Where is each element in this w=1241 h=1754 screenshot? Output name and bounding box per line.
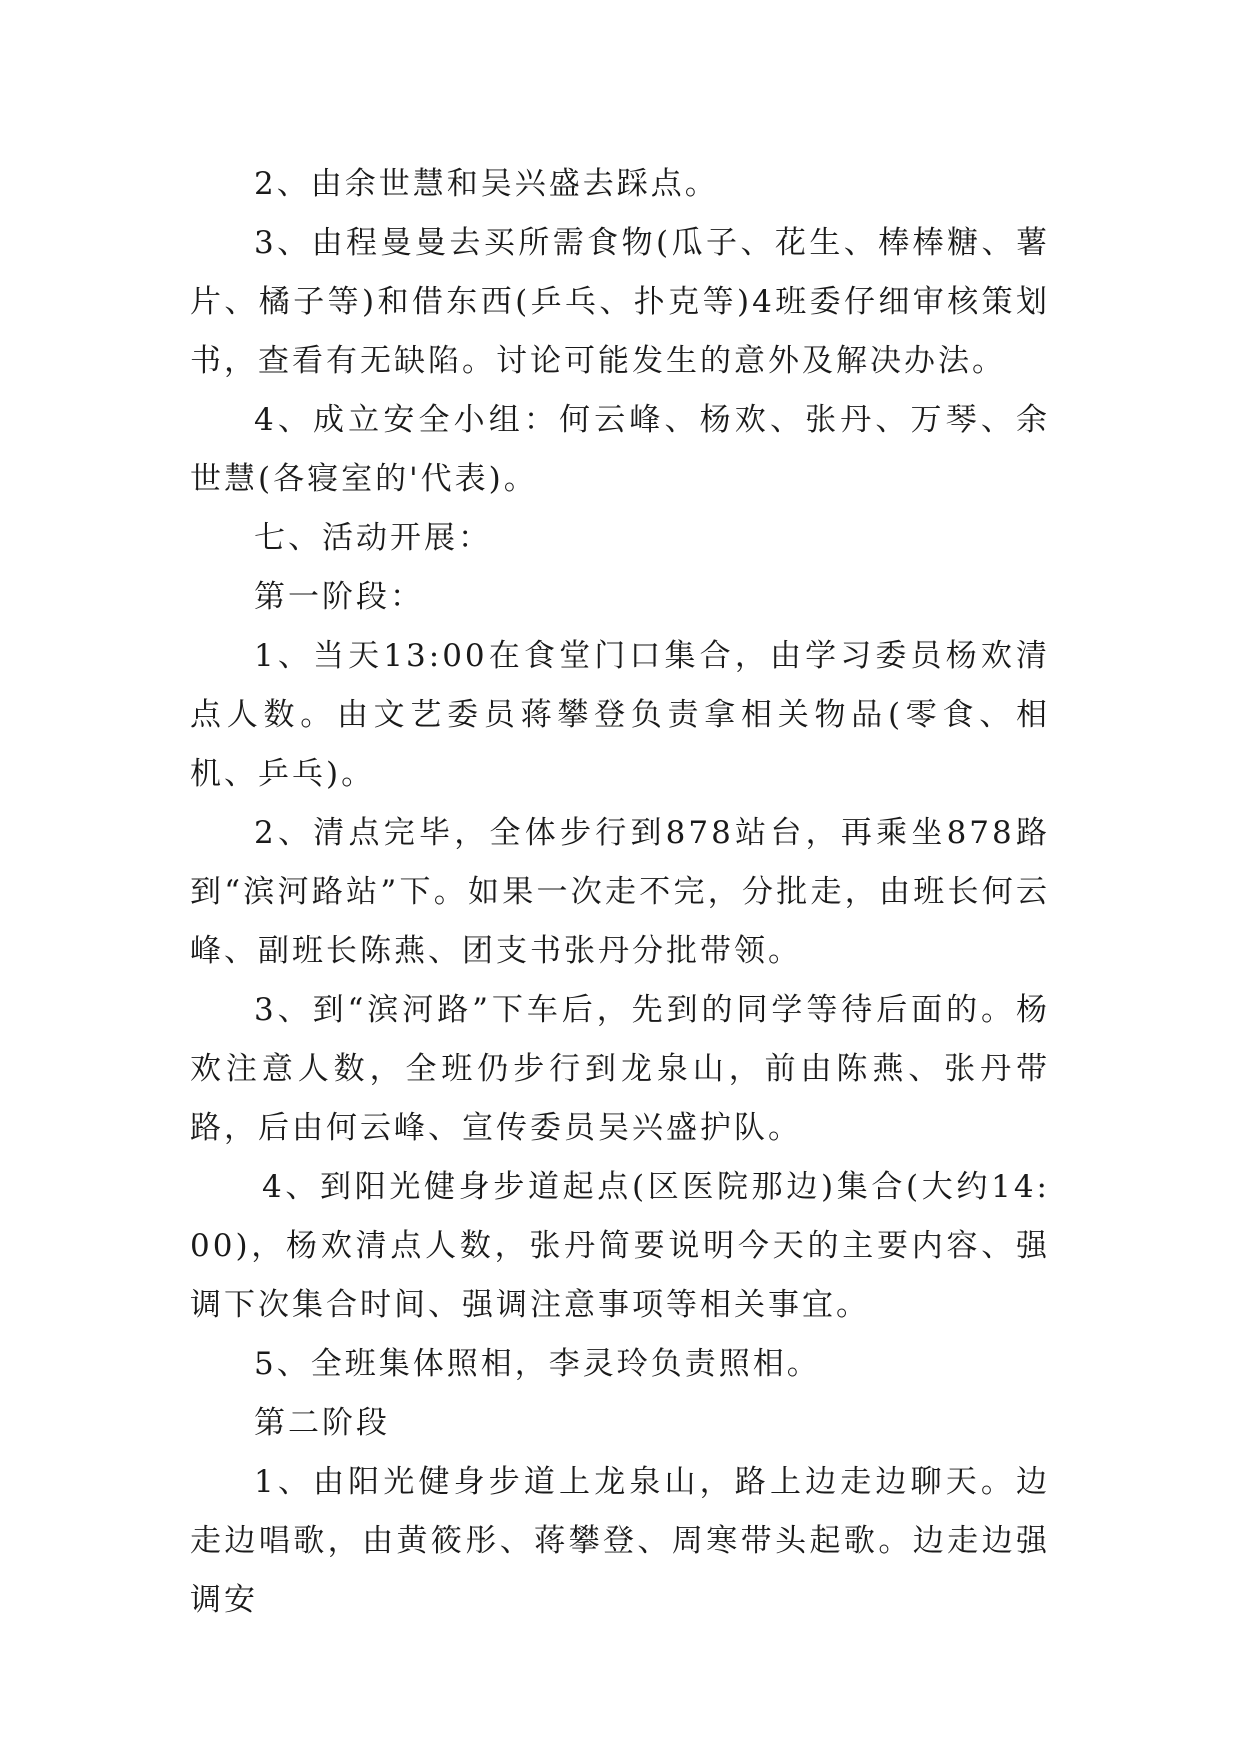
paragraph-scouting: 2、由余世慧和吴兴盛去踩点。 bbox=[254, 166, 719, 202]
paragraph-trail-start: 4、到阳光健身步道起点(区医院那边)集合(大约14:00)，杨欢清点人数，张丹简要说明今天的主要内容、强调下次集合时间、强调注意事项等相关事宜。 bbox=[190, 1169, 1050, 1323]
stage-heading-first: 第一阶段： bbox=[254, 579, 424, 615]
paragraph-group-photo: 5、全班集体照相，李灵玲负责照相。 bbox=[254, 1346, 821, 1382]
document-body bbox=[190, 155, 1050, 1630]
paragraph-gathering: 1、当天13:00在食堂门口集合，由学习委员杨欢清点人数。由文艺委员蒋攀登负责拿相关物品(零食、相机、乒乓)。 bbox=[190, 638, 1050, 792]
paragraph-bus-trip: 2、清点完毕，全体步行到878站台，再乘坐878路到“滨河路站”下。如果一次走不完，分批走，由班长何云峰、副班长陈燕、团支书张丹分批带领。 bbox=[190, 815, 1050, 969]
paragraph-safety-group: 4、成立安全小组：何云峰、杨欢、张丹、万琴、余世慧(各寝室的'代表)。 bbox=[190, 402, 1050, 497]
section-heading-activity: 七、活动开展： bbox=[254, 520, 492, 556]
stage-heading-second: 第二阶段 bbox=[254, 1405, 390, 1441]
paragraph-walk-to-mountain: 3、到“滨河路”下车后，先到的同学等待后面的。杨欢注意人数，全班仍步行到龙泉山，前由陈燕、张丹带路，后由何云峰、宣传委员吴兴盛护队。 bbox=[190, 992, 1050, 1146]
paragraph-purchasing: 3、由程曼曼去买所需食物(瓜子、花生、棒棒糖、薯片、橘子等)和借东西(乒乓、扑克等)4班委仔细审核策划书，查看有无缺陷。讨论可能发生的意外及解决办法。 bbox=[190, 225, 1050, 379]
paragraph-hiking: 1、由阳光健身步道上龙泉山，路上边走边聊天。边走边唱歌，由黄筱彤、蒋攀登、周寒带头起歌。边走边强调安 bbox=[190, 1464, 1050, 1618]
